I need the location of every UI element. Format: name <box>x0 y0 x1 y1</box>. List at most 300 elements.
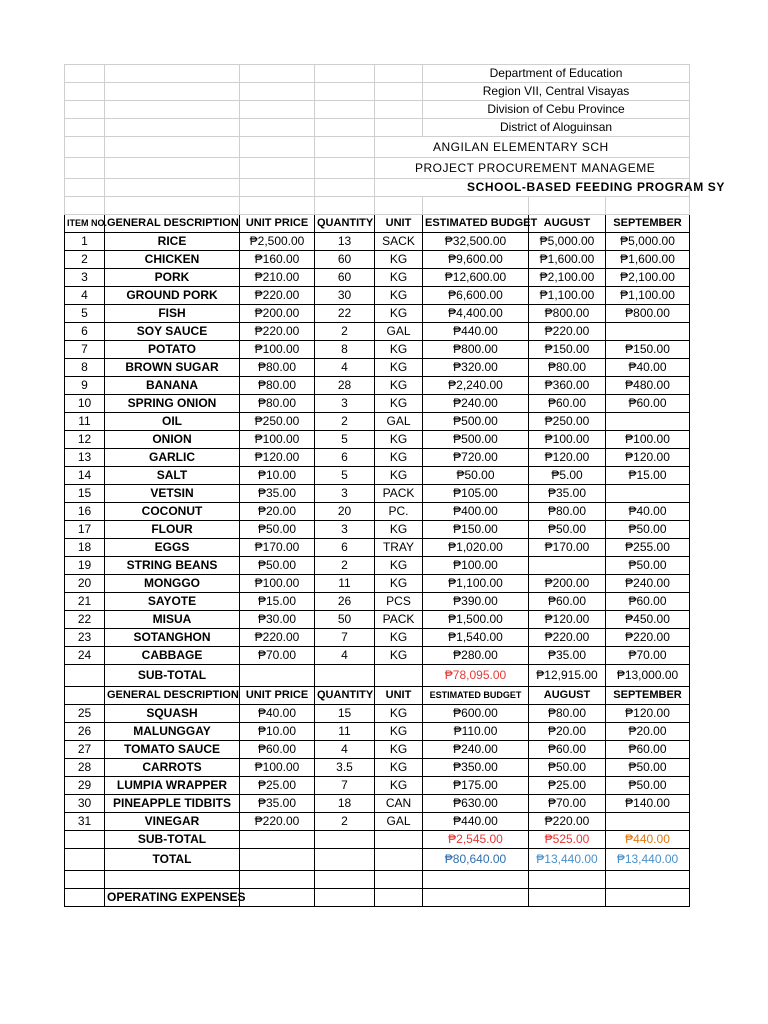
cell-item-no: 3 <box>65 269 105 287</box>
cell-september: ₱150.00 <box>606 341 690 359</box>
cell-item-no: 12 <box>65 431 105 449</box>
table-row <box>65 539 690 557</box>
cell-description: PORK <box>105 269 240 287</box>
cell-item-no: 14 <box>65 467 105 485</box>
cell-description: MISUA <box>105 611 240 629</box>
cell-description: VETSIN <box>105 485 240 503</box>
cell-september <box>606 413 690 431</box>
cell-description: GROUND PORK <box>105 287 240 305</box>
col-item-no: ITEM NO. <box>65 215 105 233</box>
cell-unit: PCS <box>375 593 423 611</box>
cell-august: ₱120.00 <box>529 449 606 467</box>
cell-august: ₱70.00 <box>529 795 606 813</box>
ppmp-title: PROJECT PROCUREMENT MANAGEME <box>375 158 690 179</box>
summary-august: ₱525.00 <box>529 831 606 849</box>
empty-cell <box>315 871 375 889</box>
empty-cell <box>65 889 105 907</box>
cell-estimated-budget: ₱630.00 <box>423 795 529 813</box>
cell-august: ₱60.00 <box>529 395 606 413</box>
cell-quantity: 11 <box>315 723 375 741</box>
table-row <box>65 629 690 647</box>
cell-item-no: 9 <box>65 377 105 395</box>
cell-unit: KG <box>375 305 423 323</box>
table-row <box>65 233 690 251</box>
cell-unit: KG <box>375 287 423 305</box>
cell-item-no: 26 <box>65 723 105 741</box>
cell-august: ₱220.00 <box>529 813 606 831</box>
cell-unit-price: ₱250.00 <box>240 413 315 431</box>
cell-description: COCONUT <box>105 503 240 521</box>
table-row <box>65 287 690 305</box>
summary-august: ₱13,440.00 <box>529 849 606 871</box>
cell-estimated-budget: ₱320.00 <box>423 359 529 377</box>
summary-september: ₱13,440.00 <box>606 849 690 871</box>
cell-august: ₱360.00 <box>529 377 606 395</box>
table-row <box>65 413 690 431</box>
cell-quantity: 28 <box>315 377 375 395</box>
cell-unit-price: ₱170.00 <box>240 539 315 557</box>
cell-quantity: 60 <box>315 251 375 269</box>
cell-item-no: 29 <box>65 777 105 795</box>
cell-unit-price: ₱220.00 <box>240 323 315 341</box>
table-row <box>65 521 690 539</box>
cell-description: GARLIC <box>105 449 240 467</box>
cell-estimated-budget: ₱110.00 <box>423 723 529 741</box>
cell-september: ₱50.00 <box>606 557 690 575</box>
cell-unit: KG <box>375 359 423 377</box>
cell-unit-price: ₱15.00 <box>240 593 315 611</box>
table-row <box>65 593 690 611</box>
cell-unit-price: ₱210.00 <box>240 269 315 287</box>
cell-quantity: 2 <box>315 413 375 431</box>
cell-august: ₱250.00 <box>529 413 606 431</box>
cell-september: ₱5,000.00 <box>606 233 690 251</box>
cell-description: LUMPIA WRAPPER <box>105 777 240 795</box>
cell-august: ₱1,600.00 <box>529 251 606 269</box>
col-description: GENERAL DESCRIPTION <box>105 687 240 705</box>
cell-quantity: 4 <box>315 647 375 665</box>
summary-budget: ₱78,095.00 <box>423 665 529 687</box>
cell-estimated-budget: ₱1,500.00 <box>423 611 529 629</box>
empty-cell <box>315 849 375 871</box>
cell-item-no: 23 <box>65 629 105 647</box>
cell-unit-price: ₱100.00 <box>240 575 315 593</box>
cell-unit: KG <box>375 431 423 449</box>
summary-august: ₱12,915.00 <box>529 665 606 687</box>
cell-unit-price: ₱200.00 <box>240 305 315 323</box>
dept-line: Department of Education <box>423 65 690 83</box>
cell-item-no: 27 <box>65 741 105 759</box>
cell-september: ₱100.00 <box>606 431 690 449</box>
table-row <box>65 813 690 831</box>
empty-cell <box>240 889 315 907</box>
cell-item-no: 8 <box>65 359 105 377</box>
cell-august: ₱25.00 <box>529 777 606 795</box>
table-row <box>65 251 690 269</box>
cell-september: ₱60.00 <box>606 741 690 759</box>
cell-description: CHICKEN <box>105 251 240 269</box>
cell-quantity: 6 <box>315 449 375 467</box>
cell-august: ₱2,100.00 <box>529 269 606 287</box>
cell-august: ₱150.00 <box>529 341 606 359</box>
empty-cell <box>375 665 423 687</box>
table-row <box>65 305 690 323</box>
table-row <box>65 323 690 341</box>
cell-august: ₱35.00 <box>529 485 606 503</box>
cell-september: ₱50.00 <box>606 759 690 777</box>
empty-cell <box>65 849 105 871</box>
total-row <box>65 849 690 871</box>
cell-description: SALT <box>105 467 240 485</box>
cell-september: ₱60.00 <box>606 395 690 413</box>
cell-estimated-budget: ₱100.00 <box>423 557 529 575</box>
cell-unit: KG <box>375 449 423 467</box>
empty-cell <box>375 849 423 871</box>
cell-item-no: 2 <box>65 251 105 269</box>
cell-description: SQUASH <box>105 705 240 723</box>
cell-unit-price: ₱100.00 <box>240 341 315 359</box>
cell-unit: KG <box>375 575 423 593</box>
cell-september <box>606 485 690 503</box>
school-name: ANGILAN ELEMENTARY SCH <box>375 137 690 158</box>
table-row <box>65 449 690 467</box>
cell-estimated-budget: ₱390.00 <box>423 593 529 611</box>
cell-item-no: 19 <box>65 557 105 575</box>
cell-unit-price: ₱35.00 <box>240 795 315 813</box>
cell-unit-price: ₱220.00 <box>240 287 315 305</box>
col-estimated-budget: ESTIMATED BUDGET <box>423 687 529 705</box>
cell-august: ₱60.00 <box>529 593 606 611</box>
cell-estimated-budget: ₱6,600.00 <box>423 287 529 305</box>
cell-item-no: 28 <box>65 759 105 777</box>
cell-item-no: 18 <box>65 539 105 557</box>
cell-description: MALUNGGAY <box>105 723 240 741</box>
cell-unit: KG <box>375 705 423 723</box>
summary-label: SUB-TOTAL <box>105 665 240 687</box>
cell-description: STRING BEANS <box>105 557 240 575</box>
cell-september: ₱15.00 <box>606 467 690 485</box>
spreadsheet <box>64 64 725 944</box>
cell-estimated-budget: ₱240.00 <box>423 395 529 413</box>
cell-item-no: 20 <box>65 575 105 593</box>
cell-unit-price: ₱10.00 <box>240 467 315 485</box>
empty-cell <box>240 871 315 889</box>
cell-description: EGGS <box>105 539 240 557</box>
col-unit: UNIT <box>375 215 423 233</box>
cell-quantity: 2 <box>315 813 375 831</box>
cell-unit-price: ₱10.00 <box>240 723 315 741</box>
col-unit-price: UNIT PRICE <box>240 215 315 233</box>
col-september: SEPTEMBER <box>606 215 690 233</box>
empty-cell <box>529 889 606 907</box>
cell-estimated-budget: ₱32,500.00 <box>423 233 529 251</box>
table-row <box>65 341 690 359</box>
cell-estimated-budget: ₱800.00 <box>423 341 529 359</box>
table-row <box>65 467 690 485</box>
cell-quantity: 20 <box>315 503 375 521</box>
empty-cell <box>423 871 529 889</box>
cell-quantity: 26 <box>315 593 375 611</box>
cell-item-no: 24 <box>65 647 105 665</box>
cell-unit-price: ₱35.00 <box>240 485 315 503</box>
cell-unit: GAL <box>375 813 423 831</box>
cell-august: ₱120.00 <box>529 611 606 629</box>
cell-item-no: 31 <box>65 813 105 831</box>
district-line: District of Aloguinsan <box>423 119 690 137</box>
table-row <box>65 269 690 287</box>
cell-estimated-budget: ₱2,240.00 <box>423 377 529 395</box>
cell-estimated-budget: ₱400.00 <box>423 503 529 521</box>
table-row <box>65 795 690 813</box>
cell-unit: KG <box>375 395 423 413</box>
cell-estimated-budget: ₱9,600.00 <box>423 251 529 269</box>
cell-unit-price: ₱220.00 <box>240 813 315 831</box>
cell-september: ₱2,100.00 <box>606 269 690 287</box>
cell-september: ₱140.00 <box>606 795 690 813</box>
cell-september: ₱60.00 <box>606 593 690 611</box>
cell-estimated-budget: ₱280.00 <box>423 647 529 665</box>
operating-expenses-row <box>65 889 690 907</box>
table-row <box>65 395 690 413</box>
cell-september: ₱450.00 <box>606 611 690 629</box>
cell-august: ₱170.00 <box>529 539 606 557</box>
cell-september: ₱20.00 <box>606 723 690 741</box>
cell-unit-price: ₱100.00 <box>240 759 315 777</box>
cell-unit-price: ₱50.00 <box>240 557 315 575</box>
col-unit-price: UNIT PRICE <box>240 687 315 705</box>
cell-quantity: 2 <box>315 557 375 575</box>
cell-unit: KG <box>375 377 423 395</box>
cell-august <box>529 557 606 575</box>
col-description: GENERAL DESCRIPTION <box>105 215 240 233</box>
cell-unit: KG <box>375 629 423 647</box>
table-row <box>65 359 690 377</box>
table-row <box>65 777 690 795</box>
cell-unit-price: ₱160.00 <box>240 251 315 269</box>
cell-quantity: 22 <box>315 305 375 323</box>
cell-september: ₱50.00 <box>606 777 690 795</box>
cell-unit: KG <box>375 723 423 741</box>
empty-cell <box>65 871 105 889</box>
table-row <box>65 611 690 629</box>
cell-unit: GAL <box>375 323 423 341</box>
cell-unit-price: ₱80.00 <box>240 359 315 377</box>
cell-description: POTATO <box>105 341 240 359</box>
cell-estimated-budget: ₱440.00 <box>423 323 529 341</box>
cell-quantity: 4 <box>315 741 375 759</box>
cell-unit-price: ₱100.00 <box>240 431 315 449</box>
cell-item-no: 5 <box>65 305 105 323</box>
empty-cell <box>240 665 315 687</box>
empty-cell <box>529 871 606 889</box>
cell-unit-price: ₱50.00 <box>240 521 315 539</box>
cell-unit: SACK <box>375 233 423 251</box>
cell-unit-price: ₱25.00 <box>240 777 315 795</box>
cell-unit-price: ₱40.00 <box>240 705 315 723</box>
summary-september: ₱440.00 <box>606 831 690 849</box>
cell-august: ₱20.00 <box>529 723 606 741</box>
summary-budget: ₱80,640.00 <box>423 849 529 871</box>
cell-september: ₱480.00 <box>606 377 690 395</box>
cell-unit-price: ₱2,500.00 <box>240 233 315 251</box>
cell-quantity: 6 <box>315 539 375 557</box>
table-row <box>65 647 690 665</box>
cell-august: ₱5,000.00 <box>529 233 606 251</box>
cell-description: PINEAPPLE TIDBITS <box>105 795 240 813</box>
cell-item-no: 11 <box>65 413 105 431</box>
cell-item-no: 1 <box>65 233 105 251</box>
cell-description: SOTANGHON <box>105 629 240 647</box>
cell-unit: TRAY <box>375 539 423 557</box>
cell-august: ₱100.00 <box>529 431 606 449</box>
empty-cell <box>375 831 423 849</box>
cell-estimated-budget: ₱500.00 <box>423 413 529 431</box>
cell-august: ₱80.00 <box>529 705 606 723</box>
col-quantity: QUANTITY <box>315 687 375 705</box>
cell-august: ₱50.00 <box>529 759 606 777</box>
cell-quantity: 30 <box>315 287 375 305</box>
cell-description: RICE <box>105 233 240 251</box>
cell-item-no: 16 <box>65 503 105 521</box>
cell-august: ₱200.00 <box>529 575 606 593</box>
cell-quantity: 3 <box>315 395 375 413</box>
summary-september: ₱13,000.00 <box>606 665 690 687</box>
cell-description: SPRING ONION <box>105 395 240 413</box>
cell-estimated-budget: ₱175.00 <box>423 777 529 795</box>
cell-unit: KG <box>375 341 423 359</box>
table-row <box>65 377 690 395</box>
division-line: Division of Cebu Province <box>423 101 690 119</box>
empty-cell <box>375 889 423 907</box>
cell-description: ONION <box>105 431 240 449</box>
cell-estimated-budget: ₱350.00 <box>423 759 529 777</box>
cell-september: ₱220.00 <box>606 629 690 647</box>
col-budget: ESTIMATED BUDGET <box>423 215 529 233</box>
cell-september: ₱70.00 <box>606 647 690 665</box>
cell-description: CABBAGE <box>105 647 240 665</box>
cell-september: ₱800.00 <box>606 305 690 323</box>
column-header-row-2 <box>65 687 690 705</box>
cell-unit: PACK <box>375 611 423 629</box>
cell-august: ₱80.00 <box>529 359 606 377</box>
cell-description: BROWN SUGAR <box>105 359 240 377</box>
table-row <box>65 759 690 777</box>
cell-description: SAYOTE <box>105 593 240 611</box>
empty-cell <box>240 849 315 871</box>
cell-item-no: 4 <box>65 287 105 305</box>
col-unit: UNIT <box>375 687 423 705</box>
cell-estimated-budget: ₱440.00 <box>423 813 529 831</box>
cell-description: VINEGAR <box>105 813 240 831</box>
procurement-table <box>64 64 725 907</box>
subtotal-row <box>65 665 690 687</box>
cell-quantity: 11 <box>315 575 375 593</box>
cell-unit: KG <box>375 467 423 485</box>
cell-quantity: 8 <box>315 341 375 359</box>
cell-september: ₱1,600.00 <box>606 251 690 269</box>
cell-estimated-budget: ₱150.00 <box>423 521 529 539</box>
cell-september: ₱50.00 <box>606 521 690 539</box>
cell-quantity: 18 <box>315 795 375 813</box>
cell-quantity: 5 <box>315 431 375 449</box>
table-row <box>65 575 690 593</box>
empty-cell <box>65 831 105 849</box>
cell-unit-price: ₱220.00 <box>240 629 315 647</box>
cell-item-no: 21 <box>65 593 105 611</box>
cell-quantity: 2 <box>315 323 375 341</box>
cell-item-no: 17 <box>65 521 105 539</box>
cell-quantity: 7 <box>315 777 375 795</box>
region-line: Region VII, Central Visayas <box>423 83 690 101</box>
col-august: AUGUST <box>529 215 606 233</box>
cell-description: TOMATO SAUCE <box>105 741 240 759</box>
cell-quantity: 13 <box>315 233 375 251</box>
summary-label: SUB-TOTAL <box>105 831 240 849</box>
table-row <box>65 431 690 449</box>
cell-unit-price: ₱30.00 <box>240 611 315 629</box>
table-row <box>65 503 690 521</box>
cell-august: ₱5.00 <box>529 467 606 485</box>
cell-unit: KG <box>375 741 423 759</box>
cell-september: ₱1,100.00 <box>606 287 690 305</box>
cell-description: FISH <box>105 305 240 323</box>
empty-cell <box>315 831 375 849</box>
cell-quantity: 3 <box>315 485 375 503</box>
cell-unit-price: ₱70.00 <box>240 647 315 665</box>
summary-budget: ₱2,545.00 <box>423 831 529 849</box>
table-row <box>65 741 690 759</box>
table-row <box>65 705 690 723</box>
cell-unit-price: ₱60.00 <box>240 741 315 759</box>
cell-september <box>606 323 690 341</box>
empty-cell <box>315 889 375 907</box>
cell-august: ₱220.00 <box>529 323 606 341</box>
cell-unit: KG <box>375 777 423 795</box>
cell-august: ₱60.00 <box>529 741 606 759</box>
cell-quantity: 50 <box>315 611 375 629</box>
cell-quantity: 15 <box>315 705 375 723</box>
cell-unit-price: ₱80.00 <box>240 395 315 413</box>
cell-estimated-budget: ₱4,400.00 <box>423 305 529 323</box>
cell-unit: KG <box>375 521 423 539</box>
cell-item-no: 10 <box>65 395 105 413</box>
cell-estimated-budget: ₱600.00 <box>423 705 529 723</box>
empty-cell <box>606 889 690 907</box>
cell-unit: KG <box>375 251 423 269</box>
cell-quantity: 4 <box>315 359 375 377</box>
cell-unit-price: ₱20.00 <box>240 503 315 521</box>
cell-estimated-budget: ₱12,600.00 <box>423 269 529 287</box>
cell-september: ₱255.00 <box>606 539 690 557</box>
empty-cell <box>423 889 529 907</box>
table-row <box>65 485 690 503</box>
cell-september: ₱40.00 <box>606 359 690 377</box>
operating-expenses-label: OPERATING EXPENSES <box>105 889 240 907</box>
cell-description: OIL <box>105 413 240 431</box>
cell-august: ₱1,100.00 <box>529 287 606 305</box>
cell-quantity: 7 <box>315 629 375 647</box>
empty-cell <box>606 871 690 889</box>
cell-september: ₱120.00 <box>606 705 690 723</box>
cell-description: MONGGO <box>105 575 240 593</box>
col-september: SEPTEMBER <box>606 687 690 705</box>
cell-september <box>606 813 690 831</box>
cell-description: BANANA <box>105 377 240 395</box>
empty-cell <box>240 831 315 849</box>
program-title: SCHOOL-BASED FEEDING PROGRAM SY <box>375 179 690 197</box>
empty-cell <box>65 687 105 705</box>
cell-unit: GAL <box>375 413 423 431</box>
